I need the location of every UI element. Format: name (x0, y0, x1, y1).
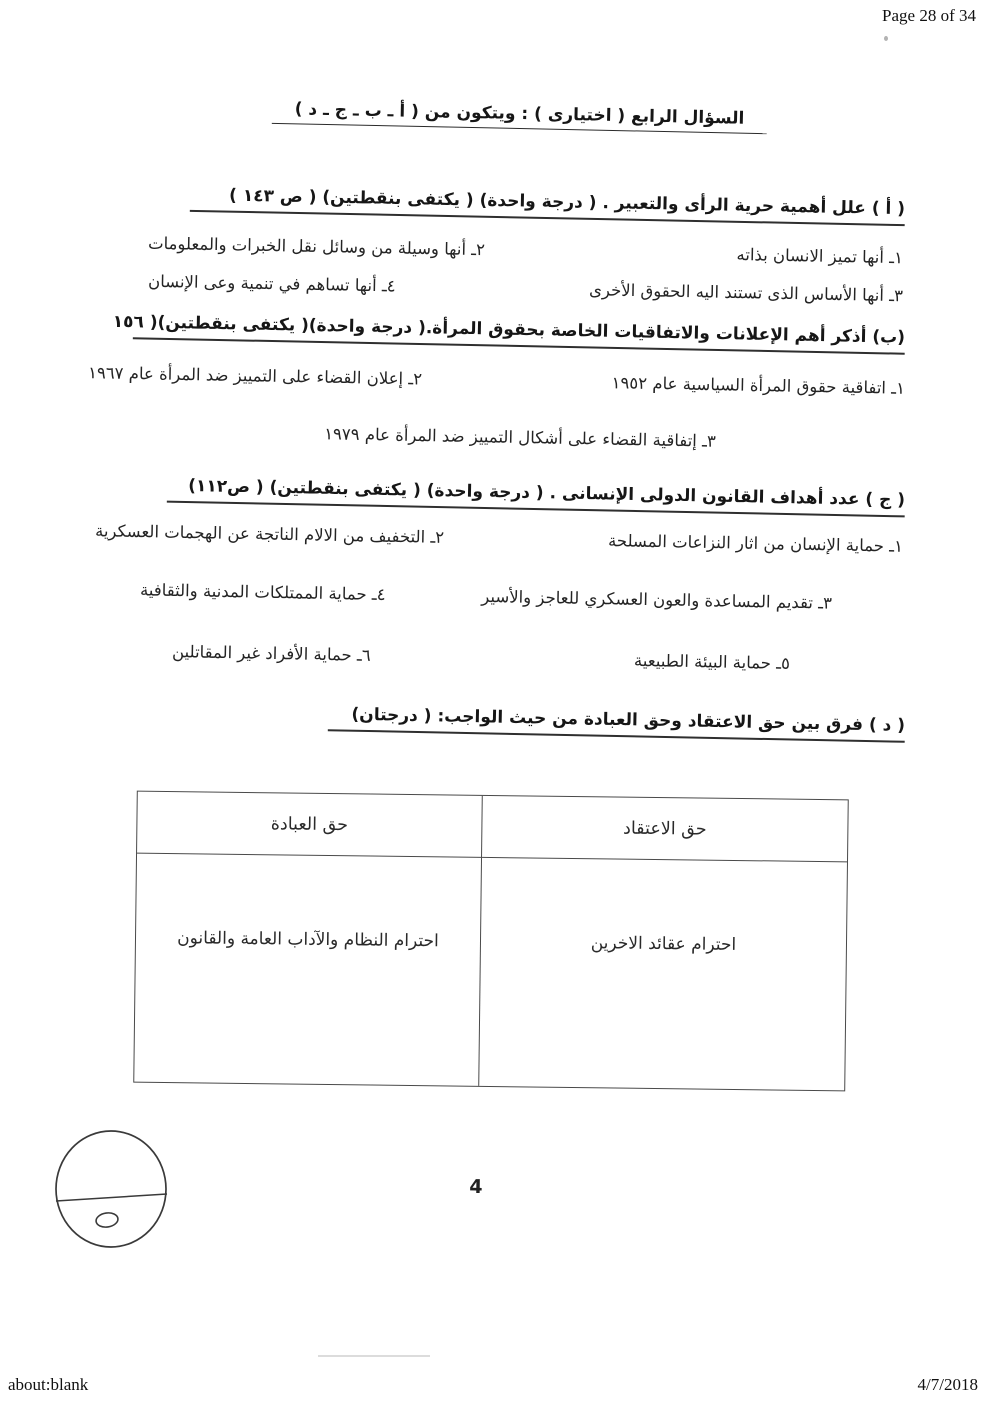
section-c-item-5: ٥ـ حماية البيئة الطبيعية (633, 650, 791, 673)
section-b-item-1: ١ـ اتفاقية حقوق المرأة السياسية عام ١٩٥٢ (611, 373, 906, 398)
section-a-row-2 (148, 272, 903, 305)
section-c-item-4: ٤ـ حماية الممتلكات المدنية والثقافية (139, 580, 386, 605)
document-title: السؤال الرابع ( اختيارى ) : ويتكون من ( أ ـ ب ـ ج ـ د ) (272, 99, 767, 134)
scan-artifact-smudge (318, 1355, 430, 1357)
section-a-row-1 (148, 234, 903, 267)
print-page-indicator: Page 28 of 34 (882, 6, 976, 25)
section-a-item-1: ١ـ أنها تميز الانسان بذاته (736, 245, 904, 268)
section-b-row-1 (88, 363, 905, 398)
print-footer-date: 4/7/2018 (917, 1375, 978, 1394)
section-c-item-6: ٦ـ حماية الأفراد غير المقاتلين (171, 642, 371, 665)
section-c-item-3: ٣ـ تقديم المساعدة والعون العسكري للعاجز والأسير (481, 586, 833, 613)
scan-artifact-dot (884, 36, 888, 41)
table-header-cell-belief-right: حق الاعتقاد (482, 796, 848, 862)
section-a-item-3: ٣ـ أنها الأساس الذى تستند اليه الحقوق الأخرى (588, 280, 904, 306)
section-b-item-2: ٢ـ إعلان القضاء على التمييز ضد المرأة عام ١٩٦٧ (87, 363, 423, 389)
section-b-heading: (ب) أذكر أهم الإعلانات والاتفاقيات الخاصة بحقوق المرأة.( درجة واحدة)( يكتفى بنقطتين)( ١٥٦ (133, 312, 905, 354)
section-d-heading: ( د ) فرق بين حق الاعتقاد وحق العبادة من حيث الواجب: ( درجتان) (328, 704, 905, 743)
section-b-item-3: ٣ـ إتفاقية القضاء على أشكال التمييز ضد المرأة عام ١٩٧٩ (323, 424, 717, 451)
section-c-row-2 (140, 580, 832, 612)
section-c-item-1: ١ـ حماية الإنسان من اثار النزاعات المسلحة (607, 531, 904, 556)
print-footer-url: about:blank (8, 1375, 89, 1394)
section-c-heading: ( ج ) عدد أهداف القانون الدولى الإنسانى . ( درجة واحدة) ( يكتفى بنقطتين) ( ص١١٢) (167, 476, 905, 518)
table-cell-worship-duty: احترام النظام والآداب العامة والقانون (134, 854, 482, 1086)
section-a-item-4: ٤ـ أنها تساهم في تنمية وعى الإنسان (147, 271, 396, 296)
section-a-item-2: ٢ـ أنها وسيلة من وسائل نقل الخبرات والمعلومات (147, 233, 486, 260)
page-number: 4 (469, 1175, 483, 1199)
hand-drawn-circle-mark (53, 1128, 171, 1254)
comparison-table (133, 791, 849, 1092)
section-c-item-2: ٢ـ التخفيف من الالام الناتجة عن الهجمات العسكرية (94, 521, 445, 547)
section-c-row-1 (95, 521, 903, 556)
section-a-heading: ( أ ) علل أهمية حرية الرأى والتعبير . ( درجة واحدة) ( يكتفى بنقطتين) ( ص ١٤٣ ) (190, 185, 905, 226)
table-header-cell-worship-right: حق العبادة (137, 792, 483, 858)
table-cell-belief-duty: احترام عقائد الاخرين (590, 933, 737, 955)
section-c-row-3 (172, 642, 790, 673)
